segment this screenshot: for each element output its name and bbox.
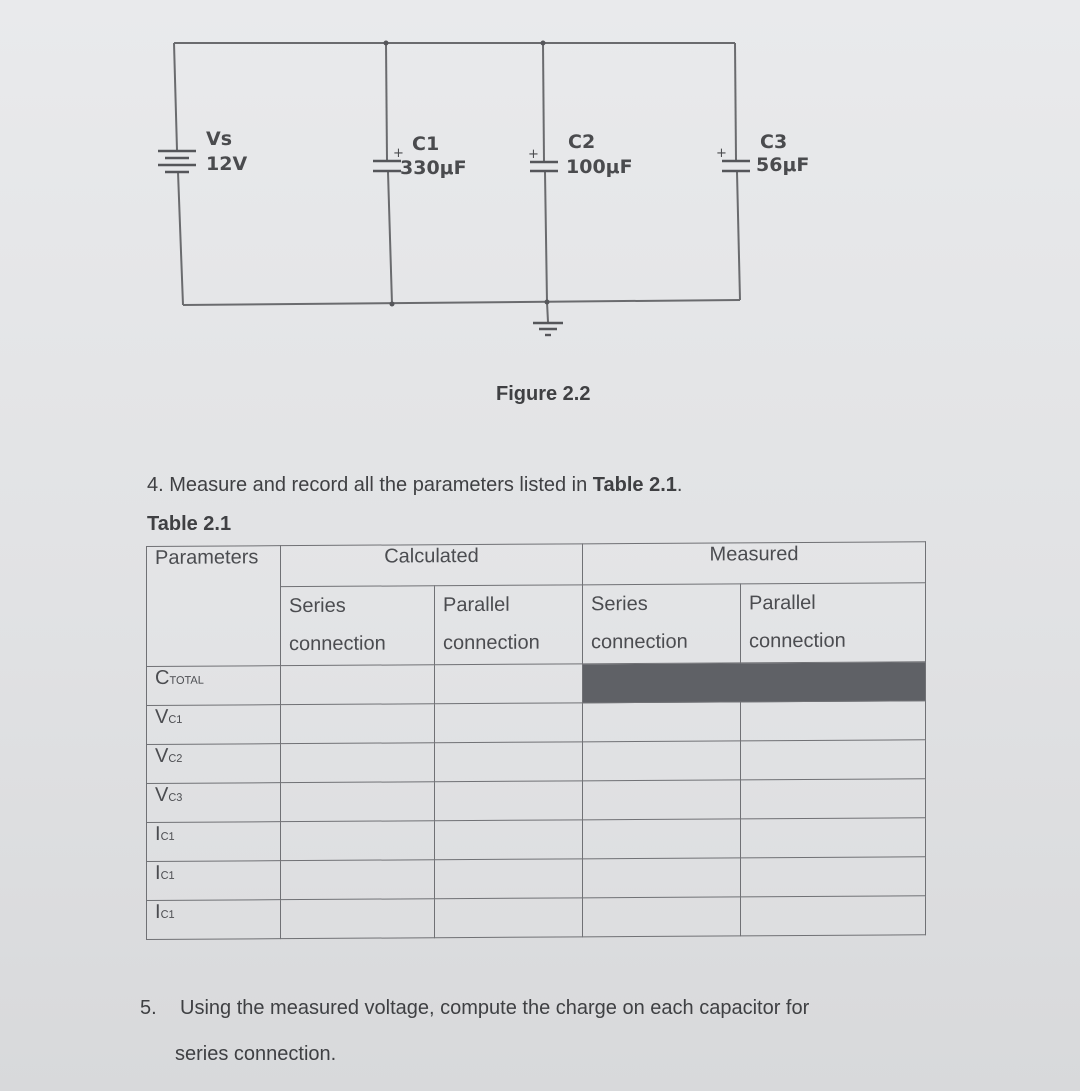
calc-series-line2: connection xyxy=(289,632,386,656)
input-cell[interactable] xyxy=(741,818,926,858)
header-calculated xyxy=(281,544,583,587)
row-label-main: I xyxy=(155,861,161,884)
input-cell[interactable] xyxy=(281,704,435,744)
table-row xyxy=(147,896,926,940)
step-4-table-ref: Table 2.1 xyxy=(592,474,677,496)
table-row xyxy=(147,779,926,823)
row-label-sub: C1 xyxy=(168,713,183,726)
input-cell[interactable] xyxy=(435,781,583,821)
table-title: Table 2.1 xyxy=(147,513,232,535)
row-label-ic1 xyxy=(147,822,281,862)
parameters-table xyxy=(146,541,926,940)
row-label-sub: C2 xyxy=(168,752,183,765)
input-cell[interactable] xyxy=(583,819,741,859)
input-cell[interactable] xyxy=(435,664,583,704)
subheader-calc-series xyxy=(281,586,435,666)
input-cell[interactable] xyxy=(741,779,926,819)
table-header-row xyxy=(147,542,926,588)
input-cell[interactable] xyxy=(435,820,583,860)
header-measured xyxy=(583,542,926,585)
step-5-text-line2: series connection. xyxy=(175,1043,337,1065)
header-calculated-label: Calculated xyxy=(384,544,479,568)
meas-series-line1: Series xyxy=(591,592,648,616)
step-4-end: . xyxy=(676,474,683,496)
capacitor-c3-symbol xyxy=(716,146,750,171)
input-cell[interactable] xyxy=(435,703,583,743)
subheader-calc-parallel xyxy=(435,585,583,665)
row-label-main: I xyxy=(155,822,161,845)
row-label-vc2 xyxy=(147,744,281,784)
step-5-instruction xyxy=(140,985,940,1077)
input-cell[interactable] xyxy=(583,702,741,742)
input-cell[interactable] xyxy=(583,897,741,937)
row-label-ic1 xyxy=(147,900,281,940)
circuit-diagram xyxy=(0,0,1080,380)
input-cell[interactable] xyxy=(741,740,926,780)
source-value-label: 12V xyxy=(206,153,248,175)
input-cell[interactable] xyxy=(741,896,926,936)
input-cell[interactable] xyxy=(583,780,741,820)
row-label-sub: C1 xyxy=(160,869,175,882)
calc-parallel-line2: connection xyxy=(443,631,540,655)
row-label-ic1 xyxy=(147,861,281,901)
row-label-vc1 xyxy=(147,705,281,745)
header-parameters xyxy=(147,546,281,667)
row-label-vc3 xyxy=(147,783,281,823)
input-cell[interactable] xyxy=(281,743,435,783)
table-row xyxy=(147,818,926,862)
step-4-instruction xyxy=(147,474,682,497)
input-cell[interactable] xyxy=(435,898,583,938)
c2-name-label: C2 xyxy=(568,131,596,153)
input-cell[interactable] xyxy=(281,899,435,939)
shaded-cell xyxy=(583,662,926,703)
input-cell[interactable] xyxy=(281,782,435,822)
c3-polarity: + xyxy=(716,146,727,161)
row-label-ctotal xyxy=(147,666,281,706)
step-5-text-line1: Using the measured voltage, compute the charge on each capacitor for xyxy=(180,997,810,1019)
input-cell[interactable] xyxy=(281,665,435,705)
figure-caption: Figure 2.2 xyxy=(496,383,591,405)
c1-polarity: + xyxy=(393,146,404,161)
table-row xyxy=(147,740,926,784)
calc-parallel-line1: Parallel xyxy=(443,593,510,617)
row-label-main: C xyxy=(155,666,170,689)
input-cell[interactable] xyxy=(435,859,583,899)
c2-value-label: 100μF xyxy=(566,156,633,178)
row-label-sub: C1 xyxy=(160,830,175,843)
input-cell[interactable] xyxy=(435,742,583,782)
ground-symbol xyxy=(533,323,563,335)
input-cell[interactable] xyxy=(583,741,741,781)
step-4-number: 4. xyxy=(147,474,164,496)
subheader-meas-parallel xyxy=(741,583,926,663)
input-cell[interactable] xyxy=(281,860,435,900)
meas-parallel-line1: Parallel xyxy=(749,591,816,615)
row-label-sub: C3 xyxy=(168,791,183,804)
source-name-label: Vs xyxy=(206,128,233,150)
battery-symbol xyxy=(158,151,196,172)
c1-value-label: 330μF xyxy=(400,157,467,179)
header-measured-label: Measured xyxy=(709,543,799,566)
row-label-main: V xyxy=(155,705,169,728)
row-label-sub: TOTAL xyxy=(169,674,204,687)
input-cell[interactable] xyxy=(741,857,926,897)
row-label-main: V xyxy=(155,744,169,767)
c3-value-label: 56μF xyxy=(756,154,810,176)
c2-polarity: + xyxy=(528,147,539,162)
circuit-wires xyxy=(174,43,740,322)
calc-series-line1: Series xyxy=(289,594,346,618)
row-label-main: V xyxy=(155,783,169,806)
row-label-main: I xyxy=(155,900,161,923)
table-row xyxy=(147,857,926,901)
c3-name-label: C3 xyxy=(760,131,788,153)
input-cell[interactable] xyxy=(281,821,435,861)
step-5-number: 5. xyxy=(140,997,157,1019)
step-4-text: Measure and record all the parameters listed in xyxy=(169,474,593,496)
meas-series-line2: connection xyxy=(591,630,688,654)
subheader-meas-series xyxy=(583,584,741,664)
meas-parallel-line2: connection xyxy=(749,629,846,653)
step-5-line1 xyxy=(140,985,940,1031)
c1-name-label: C1 xyxy=(412,133,440,155)
input-cell[interactable] xyxy=(583,858,741,898)
row-label-sub: C1 xyxy=(160,908,175,921)
input-cell[interactable] xyxy=(741,701,926,741)
table-row xyxy=(147,701,926,745)
header-parameters-label: Parameters xyxy=(155,546,259,569)
table-row xyxy=(147,662,926,706)
